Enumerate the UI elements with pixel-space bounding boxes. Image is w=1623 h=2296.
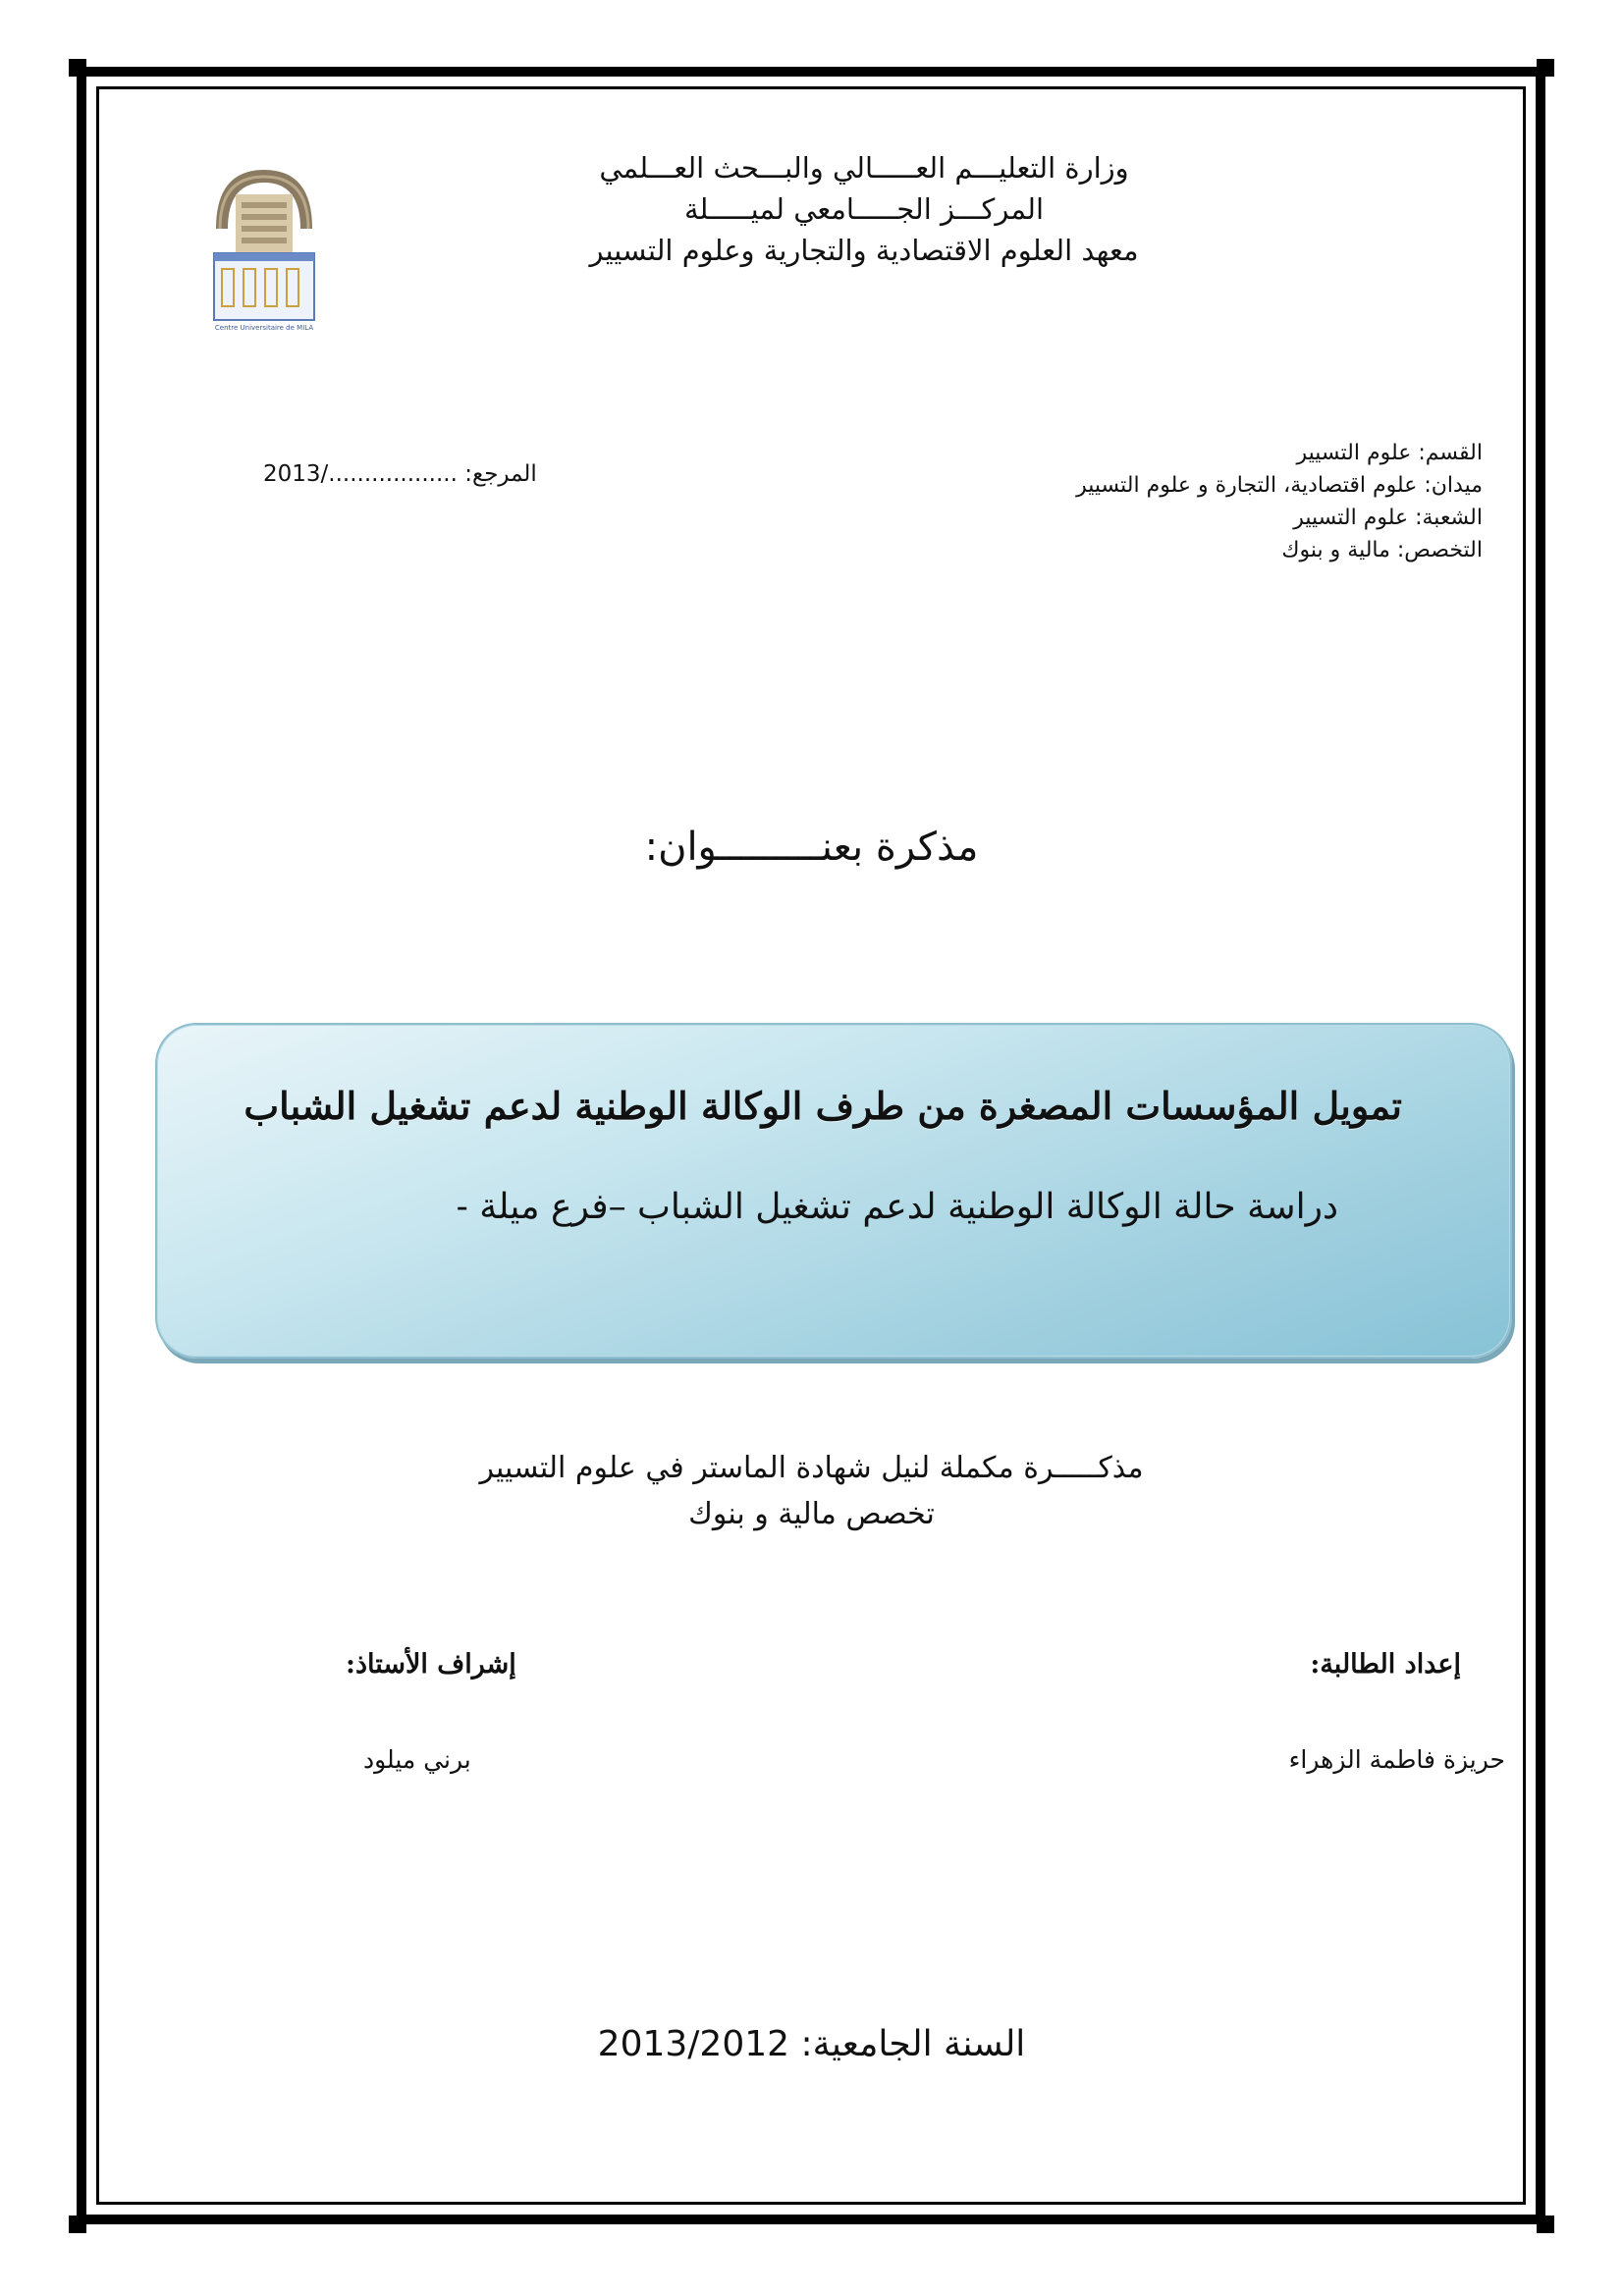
field-line: ميدان: علوم اقتصادية، التجارة و علوم التسيير [1076,473,1483,498]
supervisor-name: برني ميلود [363,1745,471,1774]
degree-statement: مذكـــــرة مكملة لنيل شهادة الماستر في علوم التسيير [479,1451,1144,1485]
border-corner [1537,59,1554,77]
border-corner [1537,2216,1554,2233]
degree-specialty: تخصص مالية و بنوك [688,1497,935,1531]
institute-line: معهد العلوم الاقتصادية والتجارية وعلوم التسيير [589,234,1139,267]
border-corner [69,2216,86,2233]
ministry-line: وزارة التعليـــم العـــــالي والبـــحث العـــلمي [599,151,1129,185]
branch-line: الشعبة: علوم التسيير [1293,506,1483,530]
reference-label: المرجع: [464,461,537,487]
thesis-title-box [155,1023,1512,1359]
thesis-title: تمويل المؤسسات المصغرة من طرف الوكالة الوطنية لدعم تشغيل الشباب [243,1084,1402,1128]
department-info [982,437,1483,566]
institution-header [550,147,1178,271]
department-line: القسم: علوم التسيير [1296,441,1483,465]
university-logo [206,155,322,342]
memo-heading: مذكرة بعنـــــــــوان: [644,825,979,870]
academic-year: السنة الجامعية: 2013/2012 [597,2024,1026,2064]
thesis-subtitle: دراسة حالة الوكالة الوطنية لدعم تشغيل الشباب –فرع ميلة - [456,1187,1338,1227]
reference-value: ................../2013 [263,461,458,487]
student-label: إعداد الطالبة: [1310,1649,1461,1680]
student-name: حريزة فاطمة الزهراء [1288,1745,1505,1774]
reference-line [263,461,587,487]
specialty-line: التخصص: مالية و بنوك [1281,538,1483,562]
university-line: المركـــز الجـــــامعي لميـــــلة [684,192,1044,226]
supervisor-label: إشراف الأستاذ: [346,1649,516,1680]
border-corner [69,59,86,77]
logo-caption: Centre Universitaire de MILA [214,324,314,332]
